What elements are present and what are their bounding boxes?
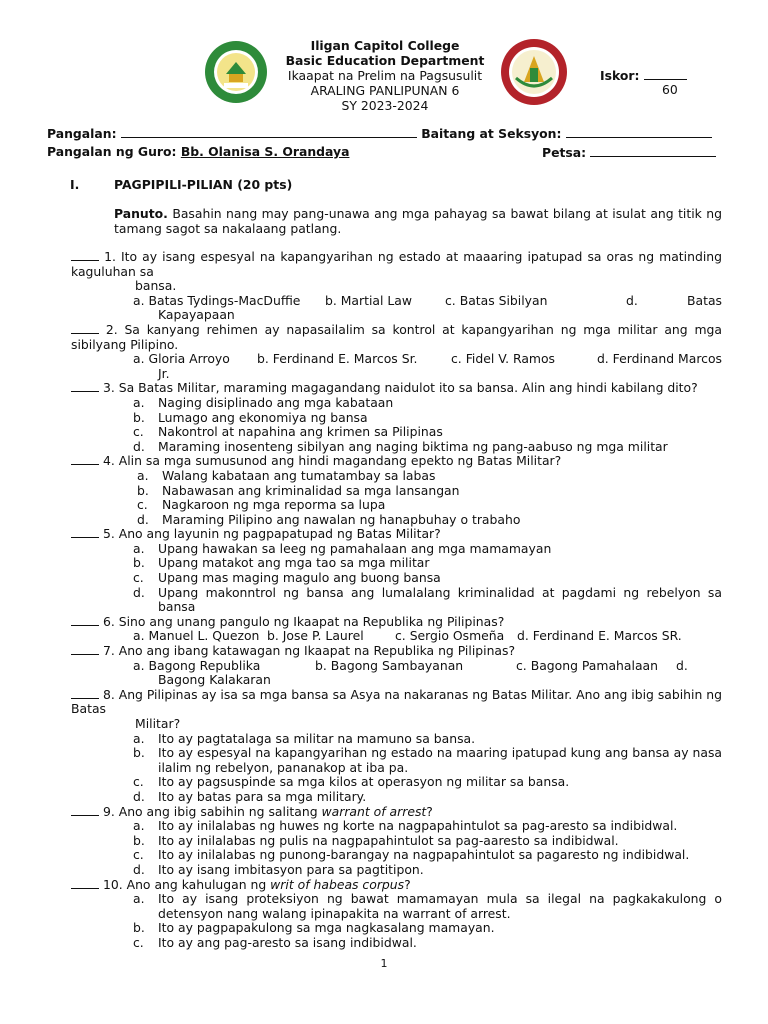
option-2d: d. Ferdinand Marcos [596,351,722,367]
school-seal-logo-left [204,40,268,104]
option-2d-wrap: Jr. [158,365,170,381]
option-9b: b. Ito ay inilalabas ng pulis na nagpapahintulot sa pag-aaresto sa indibidwal. [133,832,619,848]
answer-blank-8[interactable] [71,688,99,699]
question-8-text: 8. Ang Pilipinas ay isa sa mga bansa sa Asya na nakaranas ng Batas Militar. Ano ang ibig sabihin ng Batas [71,686,722,717]
question-1-text: 1. Ito ay isang espesyal na kapangyarihan ng estado at maaaring ipatupad sa oras ng matinding kaguluhan sa [71,249,722,279]
question-10-mark: ? [404,876,411,892]
option-10b: b. Ito ay pagpapakulong sa mga nagkasalang mamayan. [133,920,495,936]
option-4d: d. Maraming Pilipino ang nawalan ng hanapbuhay o trabaho [137,511,521,527]
question-2 [71,323,722,352]
answer-blank-6[interactable] [71,615,99,626]
question-9-options [71,819,722,877]
question-5 [71,527,722,542]
option-3b: b. Lumago ang ekonomiya ng bansa [133,409,368,425]
question-3-options [71,396,722,454]
name-label: Pangalan: [47,126,117,141]
option-8b: b. Ito ay espesyal na kapangyarihan ng estado na maaring ipatupad kung ang bansa ay nasa ilalim ng rebelyon, pananakop at iba pa. [133,745,722,775]
question-2-text: 2. Sa kanyang rehimen ay napasailalim sa kontrol at kapangyarihan ng mga militar ang mga sibilyang Pilipino. [71,321,722,352]
student-info-row [47,126,712,142]
option-2a: a. Gloria Arroyo [133,351,230,367]
department-name: Basic Education Department [285,53,485,68]
answer-blank-5[interactable] [71,527,99,538]
question-5-text: 5. Ano ang layunin ng pagpapatupad ng Batas Militar? [102,526,441,542]
option-5a: a. Upang hawakan sa leeg ng pamahalaan ang mga mamamayan [133,540,552,556]
option-7d-letter: d. [676,657,688,673]
option-3c: c. Nakontrol at napahina ang krimen sa Pilipinas [133,424,443,440]
option-7a: a. Bagong Republika [133,657,261,673]
option-4c: c. Nagkaroon ng mga reporma sa lupa [137,497,386,513]
question-1 [71,250,722,279]
answer-blank-1[interactable] [71,250,99,261]
question-10-options [71,892,722,950]
option-7d-wrap: Bagong Kalakaran [158,672,271,688]
option-10a: a. Ito ay isang proteksiyon ng bawat mamamayan mula sa ilegal na pagkakakulong o detensyon nang walang ipinapakita na warrant of arrest. [133,891,722,921]
option-6b: b. Jose P. Laurel [267,628,364,644]
option-6d: d. Ferdinand E. Marcos SR. [517,628,682,644]
directions [114,207,722,236]
option-9d: d. Ito ay isang imbitasyon para sa pagtitipon. [133,861,424,877]
question-6-options [71,629,722,644]
question-8-cont: Militar? [135,716,181,731]
question-10-text: 10. Ano ang kahulugan ng [102,876,271,892]
directions-label: Panuto. [114,206,168,221]
question-8-options [71,732,722,805]
school-header [270,38,500,113]
option-5b: b. Upang matakot ang mga tao sa mga militar [133,555,430,571]
option-3d: d. Maraming inosenteng sibilyan ang naging biktima ng pang-aabuso ng mga militar [133,438,668,454]
question-6-text: 6. Sino ang unang pangulo ng Ikaapat na Republika ng Pilipinas? [102,613,505,629]
answer-blank-9[interactable] [71,805,99,816]
teacher-name: Bb. Olanisa S. Orandaya [180,144,350,159]
subject-title: ARALING PANLIPUNAN 6 [310,83,460,98]
teacher-label: Pangalan ng Guro: [47,144,177,159]
option-8d: d. Ito ay batas para sa mga military. [133,788,367,804]
option-1d-letter: d. [626,292,638,308]
question-7-options [71,659,722,674]
question-3-text: 3. Sa Batas Militar, maraming magagandang naidulot ito sa bansa. Alin ang hindi kabilang dito? [102,380,698,396]
score-label: Iskor: [600,68,640,83]
teacher-info-row [47,145,349,160]
page-number: 1 [380,957,388,970]
school-seal-logo-right [500,38,568,106]
option-1d-wrap: Kapayapaan [158,307,235,323]
answer-blank-4[interactable] [71,454,99,465]
option-8c: c. Ito ay pagsuspinde sa mga kilos at operasyon ng militar sa bansa. [133,774,570,790]
option-6a: a. Manuel L. Quezon [133,628,260,644]
section-heading [70,178,292,193]
school-name: Iligan Capitol College [310,38,460,53]
exam-title: Ikaapat na Prelim na Pagsusulit [287,68,483,83]
section-number: I. [70,177,80,192]
score-blank[interactable] [644,68,687,80]
option-7c: c. Bagong Pamahalaan [516,657,658,673]
option-2c: c. Fidel V. Ramos [451,351,556,367]
option-5d: d. Upang makonntrol ng bansa ang lumalalang kriminalidad at pagdami ng rebelyon sa bansa [133,584,722,615]
question-1-cont: bansa. [135,278,177,294]
directions-text: Basahin nang may pang-unawa ang mga pahayag sa bawat bilang at isulat ang titik ng tamang sagot sa nakalaang patlang. [114,206,722,236]
question-4 [71,454,722,469]
question-9-text: 9. Ano ang ibig sabihin ng salitang [102,803,322,819]
answer-blank-2[interactable] [71,323,99,334]
question-4-options [71,469,722,527]
option-2b: b. Ferdinand E. Marcos Sr. [257,351,418,367]
option-8a: a. Ito ay pagtatalaga sa militar na mamuno sa bansa. [133,730,476,746]
option-1b: b. Martial Law [325,292,413,308]
question-8 [71,688,722,717]
date-field [542,145,716,161]
option-9c: c. Ito ay inilalabas ng punong-barangay na nagpapahintulot sa pagaresto ng indibidwal. [133,847,690,863]
question-list [71,250,722,951]
question-4-text: 4. Alin sa mga sumusunod ang hindi magandang epekto ng Batas Militar? [102,453,562,469]
question-7 [71,644,722,659]
question-6 [71,615,722,630]
question-1-options [71,294,722,309]
option-7b: b. Bagong Sambayanan [315,657,464,673]
question-9-term: warrant of arrest [321,803,427,819]
option-1a: a. Batas Tydings-MacDuffie [133,292,301,308]
answer-blank-3[interactable] [71,381,99,392]
question-10 [71,878,722,893]
grade-section-blank[interactable] [566,126,712,138]
question-5-options [71,542,722,615]
school-year: SY 2023-2024 [341,98,429,113]
option-1d: Batas [687,292,722,308]
question-9-mark: ? [426,803,433,819]
option-6c: c. Sergio Osmeña [395,628,505,644]
answer-blank-7[interactable] [71,644,99,655]
name-blank[interactable] [121,126,417,138]
option-1c: c. Batas Sibilyan [445,292,548,308]
option-4b: b. Nabawasan ang kriminalidad sa mga lansangan [137,482,460,498]
question-7-text: 7. Ano ang ibang katawagan ng Ikaapat na Republika ng Pilipinas? [102,643,516,659]
option-3a: a. Naging disiplinado ang mga kabataan [133,394,394,410]
option-9a: a. Ito ay inilalabas ng huwes ng korte na nagpapahintulot sa pag-aresto sa indibidwal. [133,818,678,834]
date-label: Petsa: [542,145,587,160]
answer-blank-10[interactable] [71,878,99,889]
option-10c: c. Ito ay ang pag-aresto sa isang indibidwal. [133,934,417,950]
score-total: 60 [662,82,678,97]
question-9 [71,805,722,820]
grade-section-label: Baitang at Seksyon: [421,126,562,141]
section-title: PAGPIPILI-PILIAN (20 pts) [114,177,293,192]
question-3 [71,381,722,396]
question-2-options [71,352,722,367]
option-4a: a. Walang kabataan ang tumatambay sa labas [137,467,436,483]
option-5c: c. Upang mas maging magulo ang buong bansa [133,570,441,586]
date-blank[interactable] [590,145,716,157]
question-10-term: writ of habeas corpus [270,876,405,892]
